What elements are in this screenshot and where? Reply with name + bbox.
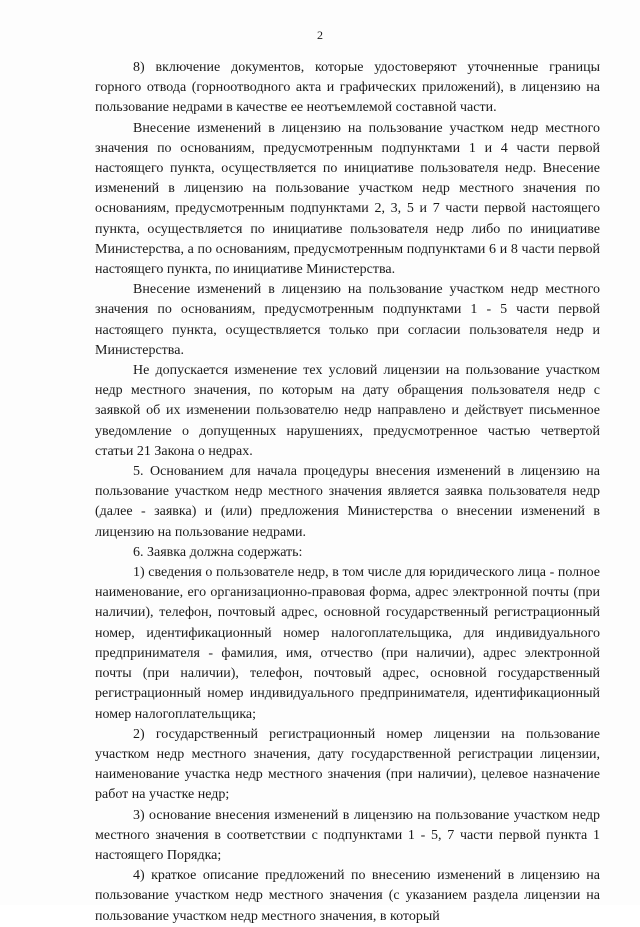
paragraph-subitem-2: 2) государственный регистрационный номер лицензии на пользование участком недр местного значения, дату государственной регистрации лицензии, наименование участка недр местного значения (при наличии), целевое назначение работ на участке недр;: [95, 726, 600, 803]
paragraph-item-8: 8) включение документов, которые удостоверяют уточненные границы горного отвода (горноотводного акта и графических приложений), в лицензию на пользование недрами в качестве ее неотъемлемой составной части.: [95, 60, 600, 116]
paragraph-subitem-1: 1) сведения о пользователе недр, в том числе для юридического лица - полное наименование, его организационно-правовая форма, адрес электронной почты (при наличии), телефон, почтовый адрес, основной государственный регистрационный номер, идентификационный номер налогоплательщика, для индивидуального предпринимателя - фамилия, имя, отчество (при наличии), адрес электронной почты (при наличии), телефон, почтовый адрес, основной государственный регистрационный номер индивидуального предпринимателя, идентификационный номер налогоплательщика;: [95, 565, 600, 722]
paragraph-subitem-3: 3) основание внесения изменений в лицензию на пользование участком недр местного значения в соответствии с подпунктами 1 - 5, 7 части первой пункта 1 настоящего Порядка;: [95, 807, 600, 863]
paragraph-subitem-4: 4) краткое описание предложений по внесению изменений в лицензию на пользование участком недр местного значения (с указанием раздела лицензии на пользование участком недр местного значения, в который: [95, 868, 600, 924]
page-number: 2: [317, 28, 323, 42]
paragraph-clause-6: 6. Заявка должна содержать:: [133, 544, 303, 560]
paragraph-initiative: Внесение изменений в лицензию на пользование участком недр местного значения по основаниям, предусмотренным подпунктами 1 и 4 части первой настоящего пункта, осуществляется по инициативе пользователя недр. Внесение изменений в лицензию на пользование участком недр местного значения по основаниям, предусмотренным подпунктами 2, 3, 5 и 7 части первой настоящего пункта, осуществляется по инициативе пользователя недр либо по инициативе Министерства, а по основаниям, предусмотренным подпунктами 6 и 8 части первой настоящего пункта, по инициативе Министерства.: [95, 120, 600, 278]
paragraph-clause-5: 5. Основанием для начала процедуры внесения изменений в лицензию на пользование участком недр местного значения является заявка пользователя недр (далее - заявка) и (или) предложения Министерства о внесении изменений в лицензию на пользование недрами.: [95, 464, 600, 540]
paragraph-consent: Внесение изменений в лицензию на пользование участком недр местного значения по основаниям, предусмотренным подпунктами 1 - 5 части первой настоящего пункта, осуществляется только при согласии пользователя недр и Министерства.: [95, 282, 600, 358]
document-body: [95, 58, 600, 927]
paragraph-prohibition: Не допускается изменение тех условий лицензии на пользование участком недр местного значения, по которым на дату обращения пользователя недр с заявкой об их изменении пользователю недр направлено и действует письменное уведомление о допущенных нарушениях, предусмотренное частью четвертой статьи 21 Закона о недрах.: [95, 363, 600, 459]
